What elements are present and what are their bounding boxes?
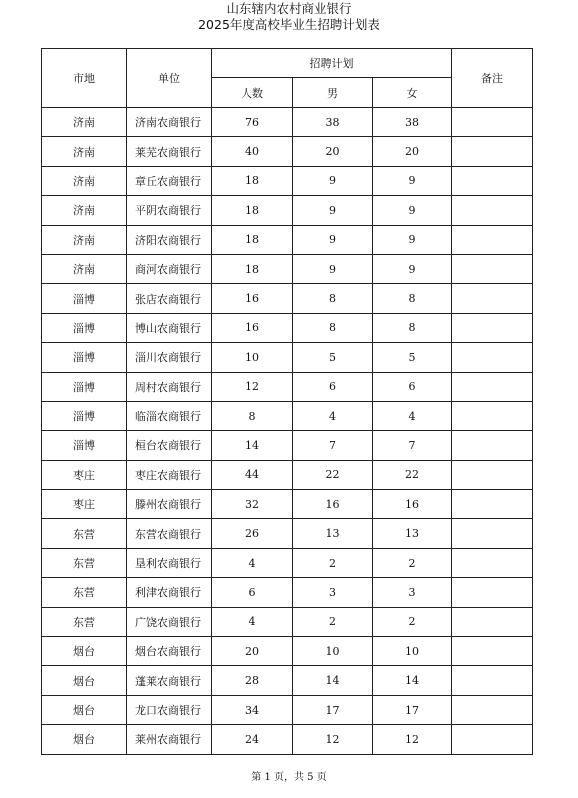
- cell-unit: 周村农商银行: [127, 372, 212, 401]
- cell-count: 26: [212, 519, 293, 548]
- cell-female: 3: [373, 578, 452, 607]
- cell-count: 6: [212, 578, 293, 607]
- cell-note: [452, 284, 533, 313]
- table-row: [42, 460, 533, 489]
- table-row: [42, 137, 533, 166]
- cell-unit: 平阴农商银行: [127, 196, 212, 225]
- cell-note: [452, 343, 533, 372]
- cell-city: 淄博: [42, 343, 127, 372]
- cell-female: 9: [373, 225, 452, 254]
- cell-female: 9: [373, 166, 452, 195]
- cell-female: 7: [373, 431, 452, 460]
- cell-note: [452, 725, 533, 754]
- document-title-line2: 2025年度高校毕业生招聘计划表: [198, 17, 380, 32]
- header-female: 女: [373, 78, 452, 108]
- header-unit: 单位: [127, 49, 212, 108]
- cell-note: [452, 431, 533, 460]
- cell-female: 5: [373, 343, 452, 372]
- cell-city: 淄博: [42, 313, 127, 342]
- cell-male: 9: [293, 254, 373, 283]
- cell-female: 10: [373, 637, 452, 666]
- cell-city: 济南: [42, 225, 127, 254]
- cell-male: 13: [293, 519, 373, 548]
- cell-unit: 临淄农商银行: [127, 401, 212, 430]
- cell-city: 东营: [42, 548, 127, 577]
- table-row: [42, 313, 533, 342]
- cell-city: 东营: [42, 607, 127, 636]
- cell-count: 18: [212, 196, 293, 225]
- cell-male: 9: [293, 225, 373, 254]
- cell-note: [452, 137, 533, 166]
- cell-count: 76: [212, 108, 293, 137]
- cell-count: 40: [212, 137, 293, 166]
- cell-city: 烟台: [42, 725, 127, 754]
- cell-female: 38: [373, 108, 452, 137]
- cell-male: 2: [293, 607, 373, 636]
- cell-count: 14: [212, 431, 293, 460]
- cell-city: 东营: [42, 519, 127, 548]
- cell-male: 8: [293, 313, 373, 342]
- cell-unit: 烟台农商银行: [127, 637, 212, 666]
- page-footer: 第 1 页，共 5 页: [251, 772, 327, 783]
- cell-male: 9: [293, 166, 373, 195]
- table-row: [42, 284, 533, 313]
- cell-male: 5: [293, 343, 373, 372]
- cell-city: 枣庄: [42, 460, 127, 489]
- cell-city: 淄博: [42, 284, 127, 313]
- cell-female: 12: [373, 725, 452, 754]
- cell-note: [452, 372, 533, 401]
- cell-count: 12: [212, 372, 293, 401]
- cell-unit: 博山农商银行: [127, 313, 212, 342]
- table-body: [42, 108, 533, 755]
- cell-city: 东营: [42, 578, 127, 607]
- table-row: [42, 196, 533, 225]
- table-row: [42, 108, 533, 137]
- cell-male: 16: [293, 490, 373, 519]
- cell-city: 淄博: [42, 431, 127, 460]
- cell-male: 4: [293, 401, 373, 430]
- cell-city: 济南: [42, 137, 127, 166]
- cell-unit: 章丘农商银行: [127, 166, 212, 195]
- cell-city: 烟台: [42, 637, 127, 666]
- cell-female: 8: [373, 284, 452, 313]
- cell-female: 6: [373, 372, 452, 401]
- cell-count: 18: [212, 254, 293, 283]
- table-row: [42, 637, 533, 666]
- table-row: [42, 548, 533, 577]
- cell-male: 12: [293, 725, 373, 754]
- cell-count: 32: [212, 490, 293, 519]
- header-count: 人数: [212, 78, 293, 108]
- cell-unit: 东营农商银行: [127, 519, 212, 548]
- cell-male: 22: [293, 460, 373, 489]
- cell-note: [452, 313, 533, 342]
- header-male: 男: [293, 78, 373, 108]
- cell-female: 9: [373, 254, 452, 283]
- cell-male: 17: [293, 695, 373, 724]
- cell-unit: 广饶农商银行: [127, 607, 212, 636]
- document-title-line1: 山东辖内农村商业银行: [226, 1, 352, 16]
- cell-unit: 莱州农商银行: [127, 725, 212, 754]
- table-row: [42, 666, 533, 695]
- cell-unit: 淄川农商银行: [127, 343, 212, 372]
- table-row: [42, 401, 533, 430]
- table-row: [42, 166, 533, 195]
- cell-city: 济南: [42, 166, 127, 195]
- cell-unit: 张店农商银行: [127, 284, 212, 313]
- cell-unit: 蓬莱农商银行: [127, 666, 212, 695]
- cell-city: 烟台: [42, 695, 127, 724]
- cell-note: [452, 695, 533, 724]
- cell-male: 8: [293, 284, 373, 313]
- cell-count: 18: [212, 166, 293, 195]
- cell-count: 16: [212, 313, 293, 342]
- cell-female: 2: [373, 548, 452, 577]
- table-row: [42, 431, 533, 460]
- cell-male: 2: [293, 548, 373, 577]
- table-row: [42, 225, 533, 254]
- cell-count: 20: [212, 637, 293, 666]
- cell-count: 8: [212, 401, 293, 430]
- cell-note: [452, 519, 533, 548]
- cell-unit: 济南农商银行: [127, 108, 212, 137]
- table-row: [42, 519, 533, 548]
- cell-female: 14: [373, 666, 452, 695]
- cell-city: 枣庄: [42, 490, 127, 519]
- cell-city: 淄博: [42, 401, 127, 430]
- cell-count: 24: [212, 725, 293, 754]
- cell-city: 济南: [42, 196, 127, 225]
- cell-count: 10: [212, 343, 293, 372]
- table-row: [42, 725, 533, 754]
- cell-count: 44: [212, 460, 293, 489]
- cell-note: [452, 401, 533, 430]
- table-row: [42, 607, 533, 636]
- cell-female: 9: [373, 196, 452, 225]
- cell-count: 18: [212, 225, 293, 254]
- cell-note: [452, 225, 533, 254]
- cell-note: [452, 548, 533, 577]
- cell-female: 17: [373, 695, 452, 724]
- cell-unit: 枣庄农商银行: [127, 460, 212, 489]
- cell-note: [452, 607, 533, 636]
- recruitment-plan-table: [41, 48, 533, 755]
- cell-note: [452, 490, 533, 519]
- cell-count: 16: [212, 284, 293, 313]
- cell-note: [452, 637, 533, 666]
- header-note: 备注: [452, 49, 533, 108]
- cell-male: 7: [293, 431, 373, 460]
- cell-city: 烟台: [42, 666, 127, 695]
- cell-unit: 莱芜农商银行: [127, 137, 212, 166]
- cell-male: 38: [293, 108, 373, 137]
- cell-note: [452, 166, 533, 195]
- cell-female: 8: [373, 313, 452, 342]
- cell-city: 淄博: [42, 372, 127, 401]
- cell-male: 6: [293, 372, 373, 401]
- cell-note: [452, 108, 533, 137]
- cell-count: 4: [212, 607, 293, 636]
- table-row: [42, 372, 533, 401]
- cell-unit: 济阳农商银行: [127, 225, 212, 254]
- cell-count: 34: [212, 695, 293, 724]
- cell-male: 3: [293, 578, 373, 607]
- cell-unit: 龙口农商银行: [127, 695, 212, 724]
- cell-note: [452, 578, 533, 607]
- cell-city: 济南: [42, 108, 127, 137]
- table-row: [42, 490, 533, 519]
- cell-female: 16: [373, 490, 452, 519]
- cell-unit: 垦利农商银行: [127, 548, 212, 577]
- cell-male: 10: [293, 637, 373, 666]
- header-plan: 招聘计划: [212, 49, 452, 78]
- cell-unit: 商河农商银行: [127, 254, 212, 283]
- table-row: [42, 343, 533, 372]
- header-city: 市地: [42, 49, 127, 108]
- cell-unit: 滕州农商银行: [127, 490, 212, 519]
- cell-unit: 利津农商银行: [127, 578, 212, 607]
- cell-female: 20: [373, 137, 452, 166]
- cell-female: 2: [373, 607, 452, 636]
- cell-female: 22: [373, 460, 452, 489]
- cell-male: 9: [293, 196, 373, 225]
- cell-note: [452, 666, 533, 695]
- cell-note: [452, 254, 533, 283]
- cell-unit: 桓台农商银行: [127, 431, 212, 460]
- cell-note: [452, 196, 533, 225]
- cell-male: 14: [293, 666, 373, 695]
- cell-note: [452, 460, 533, 489]
- table-row: [42, 695, 533, 724]
- table-row: [42, 254, 533, 283]
- cell-count: 28: [212, 666, 293, 695]
- table-row: [42, 578, 533, 607]
- cell-male: 20: [293, 137, 373, 166]
- cell-city: 济南: [42, 254, 127, 283]
- cell-female: 13: [373, 519, 452, 548]
- cell-female: 4: [373, 401, 452, 430]
- cell-count: 4: [212, 548, 293, 577]
